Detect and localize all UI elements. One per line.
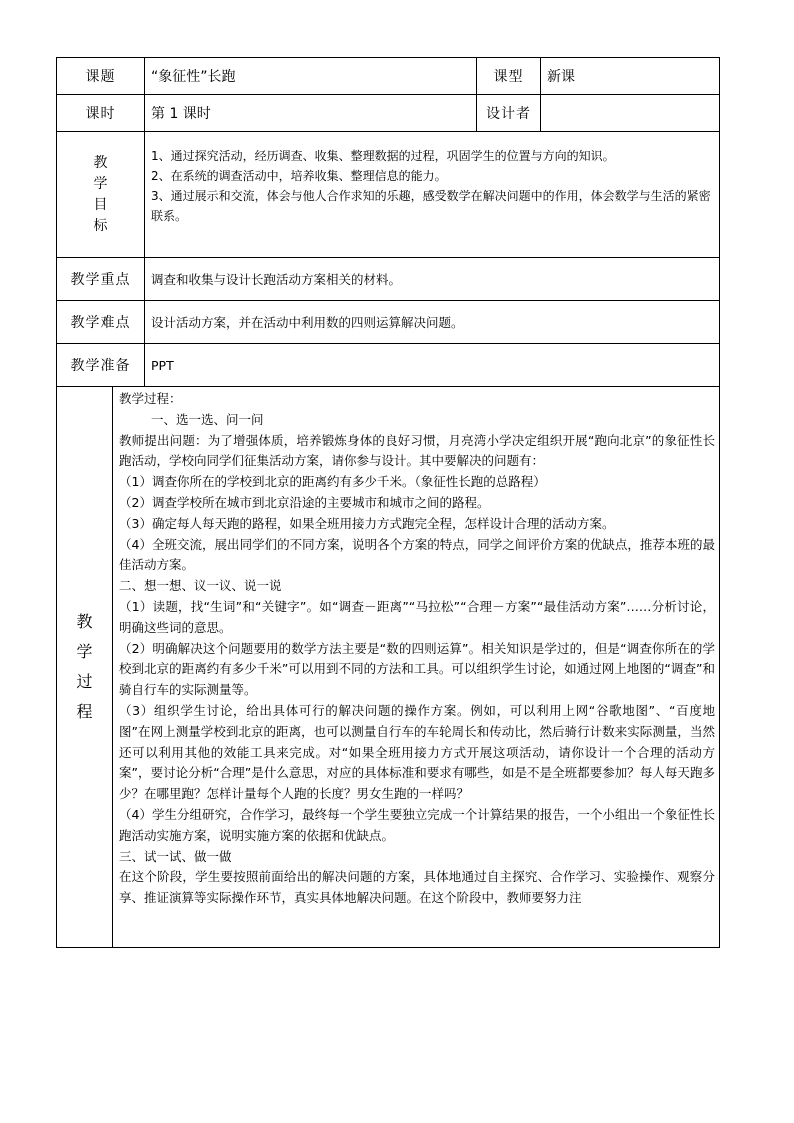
- goals-label: [57, 132, 145, 258]
- process-label-char: 教: [76, 612, 93, 631]
- goals-label-char: 学: [93, 175, 108, 192]
- row-goals: [57, 132, 720, 258]
- row-topic: [57, 58, 720, 95]
- goals-label-char: 标: [93, 217, 108, 234]
- process-line: （1）读题，找“生词”和“关键字”。如“调查－距离”“马拉松”“合理－方案”“最佳活动方案”……分析讨论，明确这些词的意思。: [119, 598, 715, 635]
- goals-content: [145, 132, 720, 258]
- row-focus: [57, 258, 720, 301]
- process-line: 在这个阶段，学生要按照前面给出的解决问题的方案，具体地通过自主探究、合作学习、实验操作、观察分享、推证演算等实际操作环节，真实具体地解决问题。在这个阶段中，教师要努力注: [119, 869, 715, 906]
- process-section-heading: 一、选一选、问一问: [151, 411, 264, 427]
- process-section-heading: 二、想一想、议一议、说一说: [119, 578, 282, 594]
- goal-item: 2、在系统的调查活动中，培养收集、整理信息的能力。: [151, 169, 447, 183]
- row-period: [57, 95, 720, 132]
- process-section-heading: 三、试一试、做一做: [119, 848, 232, 864]
- difficulty-label: 教学难点: [57, 301, 145, 344]
- row-difficulty: [57, 301, 720, 344]
- preparation-value: PPT: [145, 344, 720, 387]
- goals-label-char: 目: [93, 196, 108, 213]
- process-line: （4）学生分组研究，合作学习，最终每一个学生要独立完成一个计算结果的报告，一个小组出一个象征性长跑活动实施方案，说明实施方案的依据和优缺点。: [119, 806, 715, 843]
- focus-value: 调查和收集与设计长跑活动方案相关的材料。: [145, 258, 720, 301]
- row-preparation: [57, 344, 720, 387]
- process-line: 教学过程：: [119, 391, 182, 406]
- process-label-char: 学: [76, 642, 93, 661]
- topic-label: 课题: [57, 58, 145, 95]
- process-line: （3）确定每人每天跑的路程，如果全班用接力方式跑完全程，怎样设计合理的活动方案。: [119, 515, 615, 531]
- process-text-wrap: [119, 389, 715, 946]
- difficulty-value: 设计活动方案，并在活动中利用数的四则运算解决问题。: [145, 301, 720, 344]
- type-label: 课型: [477, 58, 541, 95]
- process-content: [113, 387, 720, 948]
- goals-label-char: 教: [93, 154, 108, 171]
- focus-label: 教学重点: [57, 258, 145, 301]
- process-label: [57, 387, 113, 948]
- row-process: [57, 387, 720, 948]
- process-line: （3）组织学生讨论，给出具体可行的解决问题的操作方案。例如，可以利用上网“谷歌地图”、“百度地图”在网上测量学校到北京的距离，也可以测量自行车的车轮周长和传动比，然后骑行计数来实际测量，当然还可以利用其他的效能工具来完成。对“如果全班用接力方式开展这项活动，请你设计一个合理的活动方案”，要讨论分析“合理”是什么意思，对应的具体标准和要求有哪些，如是不是全班都要参加？每人每天跑多少？在哪里跑？怎样计量每个人跑的长度？男女生跑的一样吗？: [119, 702, 715, 802]
- process-line: （2）明确解决这个问题要用的数学方法主要是“数的四则运算”。相关知识是学过的，但是“调查你所在的学校到北京的距离约有多少千米”可以用到不同的方法和工具。可以组织学生讨论，如通过网上地图的“调查”和骑自行车的实际测量等。: [119, 640, 715, 698]
- process-label-char: 过: [76, 672, 93, 691]
- goal-item: 1、通过探究活动，经历调查、收集、整理数据的过程，巩固学生的位置与方向的知识。: [151, 149, 615, 163]
- process-line: （2）调查学校所在城市到北京沿途的主要城市和城市之间的路程。: [119, 494, 490, 510]
- designer-value: [541, 95, 720, 132]
- period-label: 课时: [57, 95, 145, 132]
- process-label-char: 程: [76, 702, 93, 721]
- type-value: 新课: [541, 58, 720, 95]
- process-line: （1）调查你所在的学校到北京的距离约有多少千米。（象征性长跑的总路程）: [119, 474, 546, 490]
- topic-value: “象征性”长跑: [145, 58, 477, 95]
- goal-item: 3、通过展示和交流，体会与他人合作求知的乐趣，感受数学在解决问题中的作用，体会数学与生活的紧密联系。: [151, 189, 711, 223]
- period-value: 第 1 课时: [145, 95, 477, 132]
- designer-label: 设计者: [477, 95, 541, 132]
- lesson-plan-table: [56, 57, 720, 948]
- preparation-label: 教学准备: [57, 344, 145, 387]
- process-line: 教师提出问题：为了增强体质，培养锻炼身体的良好习惯，月亮湾小学决定组织开展“跑向北京”的象征性长跑活动，学校向同学们征集活动方案，请你参与设计。其中要解决的问题有：: [119, 432, 715, 469]
- process-line: （4）全班交流，展出同学们的不同方案，说明各个方案的特点，同学之间评价方案的优缺点，推荐本班的最佳活动方案。: [119, 536, 715, 573]
